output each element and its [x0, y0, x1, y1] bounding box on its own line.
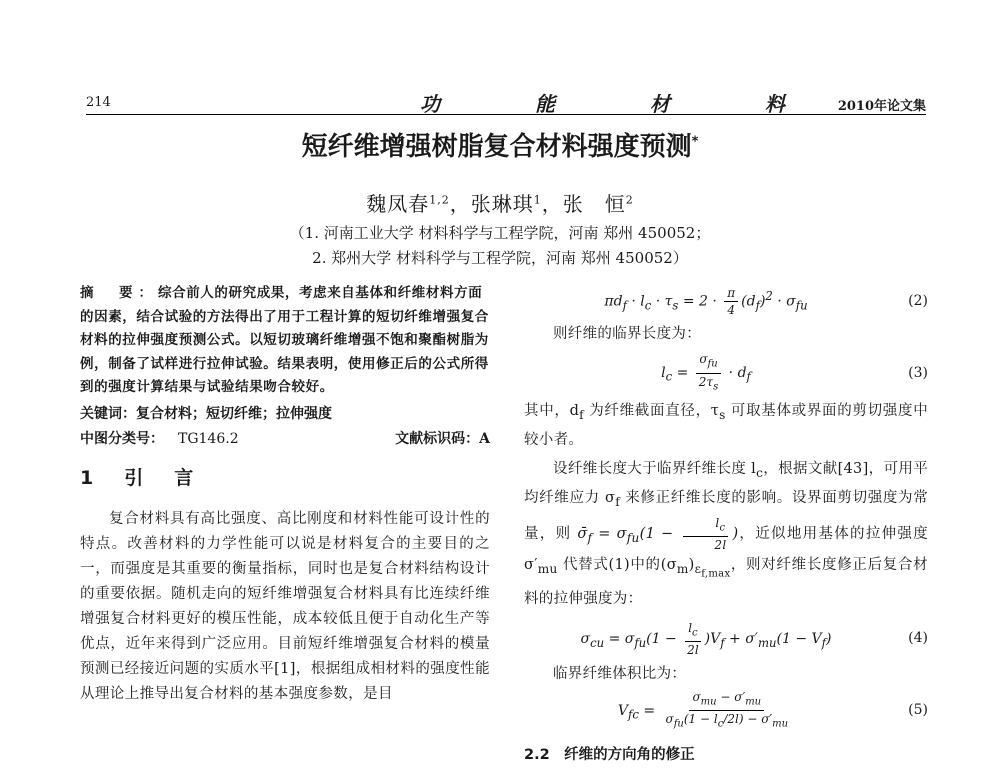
abstract-label: 摘 要：	[80, 285, 158, 301]
equation-2-body: $\pi d_f \cdot l_c \cdot \tau_s = 2$ · $\frac{\pi}{4}$ $(d_f)^2 \cdot \sigma_{fu}$	[604, 286, 808, 318]
issue-label: 2010年论文集	[837, 99, 926, 114]
title-footnote-mark: *	[691, 134, 699, 150]
para-a-4: ，近似地用基体的拉伸强度 σ′	[524, 526, 929, 574]
paper-title	[0, 126, 1000, 163]
doc-id-label: 文献标识码：	[395, 430, 480, 447]
equation-2	[524, 284, 928, 318]
where-text-b: 为纤维截面直径，τ	[583, 403, 720, 420]
critical-length-text: 则纤维的临界长度为：	[553, 326, 701, 343]
left-column	[80, 282, 490, 707]
equation-3	[524, 351, 928, 395]
equation-5	[524, 689, 928, 733]
equation-4-number: (4)	[908, 630, 928, 647]
equation-3-number: (3)	[908, 364, 928, 381]
where-text: 其中，$d_f$ 为纤维截面直径，$\tau_s$ 可取基体或界面的剪切强度中较小者。	[524, 403, 928, 449]
para-a-6: ，则对纤维长度修正后复合材料的拉伸强度为：	[524, 557, 928, 607]
volume-ratio-text: 临界纤维体积比为：	[553, 665, 687, 682]
affiliation-1: （1. 河南工业大学 材料科学与工程学院，河南 郑州 450052；	[289, 224, 711, 242]
section-heading: 1 引 言	[80, 466, 200, 489]
paper-title-text: 短纤维增强树脂复合材料强度预测	[301, 132, 692, 162]
equation-5-number: (5)	[908, 702, 928, 719]
equation-2-number: (2)	[908, 292, 928, 309]
author-affiliation-mark: 2	[625, 193, 634, 207]
eq2-lead: πd	[604, 293, 623, 310]
para-a-2: ，根据文献[43]，可用平均纤维应力 σ	[524, 461, 928, 507]
affiliation-2: 2. 郑州大学 材料科学与工程学院，河南 郑州 450052）	[312, 249, 688, 267]
journal-name: 功 能 材 料	[420, 92, 829, 116]
right-column	[524, 282, 928, 768]
page-number: 214	[86, 95, 111, 110]
equation-5-body: $V_{fc}$ = $\frac{\sigma_{mu} - \sigma'_{mu}}{\sigma_{fu}(1 - l_c/2l) - \sigma'_{mu}}$	[617, 689, 789, 730]
para-a-5: 代替式(1)中的(σ	[557, 557, 677, 574]
abstract-text: 综合前人的研究成果，考虑来自基体和纤维材料方面的因素，结合试验的方法得出了用于工程计算的短切纤维增强复合材料的拉伸强度预测公式。以短切玻璃纤维增强不饱和聚酯树脂为例，制备了试样进行拉伸试验。结果表明，使用修正后的公式所得到的强度计算结果与试验结果吻合较好。	[80, 285, 489, 395]
where-text-c: 可取基体或界面的剪切强度中较小者。	[524, 403, 928, 449]
author-name: 张琳琪	[470, 192, 534, 216]
fiber-length-paragraph: 设纤维长度大于临界纤维长度 $l_c$，根据文献[43]，可用平均纤维应力 $\sigma_f$ 来修正纤维长度的影响。设界面剪切强度为常量，则 $\sigmā_f = \sigma_{fu}(1$ − $\frac{l_c}{2l}$ )，近似地用基体的拉伸强度 $\sigma'_{mu}$ 代替式(1)中的$(\sigma_m)_{\varepsilon_{f,max}}$，则对纤维长度修正后复合材料的拉伸强度为：	[524, 461, 929, 607]
author-name: 张 恒	[562, 192, 626, 216]
equation-4-body: $\sigma_{cu} = \sigma_{fu}(1$ − $\frac{l_c}{2l}$ )$V_f + \sigma'_{mu}(1 - V_f)$	[580, 620, 832, 657]
classification-code: TG146.2	[178, 430, 239, 447]
classification-line	[80, 427, 490, 452]
equation-4	[524, 620, 928, 658]
keywords-text: 复合材料；短切纤维；拉伸强度	[136, 405, 332, 422]
author-affiliation-mark: 1,2	[429, 193, 450, 207]
para-a-3: 来修正纤维长度的影响。设界面剪切强度为常量，则	[524, 490, 928, 543]
author-affiliation-mark: 1	[533, 193, 542, 207]
where-text-a: 其中，d	[524, 403, 580, 420]
header-rule	[86, 114, 926, 115]
equation-3-body: $l_c$ = $\frac{\sigma_{fu}}{2\tau_s}$ · $d_f$	[661, 352, 751, 393]
abstract	[80, 282, 490, 400]
doc-id-code: A	[479, 430, 490, 447]
author-list: 魏凤春$^{1,2}$，张琳琪$^1$，张 恒$^2$	[366, 192, 634, 216]
keywords-label: 关键词：	[80, 405, 136, 422]
para-a-1: 设纤维长度大于临界纤维长度 l	[553, 461, 757, 478]
classification-label: 中图分类号：	[80, 430, 164, 447]
subsection-heading: 2.2 纤维的方向角的修正	[524, 746, 695, 763]
author-name: 魏凤春	[366, 192, 430, 216]
keywords	[80, 402, 490, 427]
intro-paragraph: 复合材料具有高比强度、高比刚度和材料性能可设计性的特点。改善材料的力学性能可以说是材料复合的主要目的之一，而强度是其重要的衡量指标，同时也是复合材料结构设计的重要依据。随机走向的短纤维增强复合材料具有比连续纤维增强复合材料更好的模压性能，成本较低且便于自动化生产等优点，近年来得到广泛应用。目前短纤维增强复合材料的模量预测已经接近问题的实质水平[1]，根据组成相材料的强度性能从理论上推导出复合材料的基本强度参数，是目	[80, 510, 490, 702]
